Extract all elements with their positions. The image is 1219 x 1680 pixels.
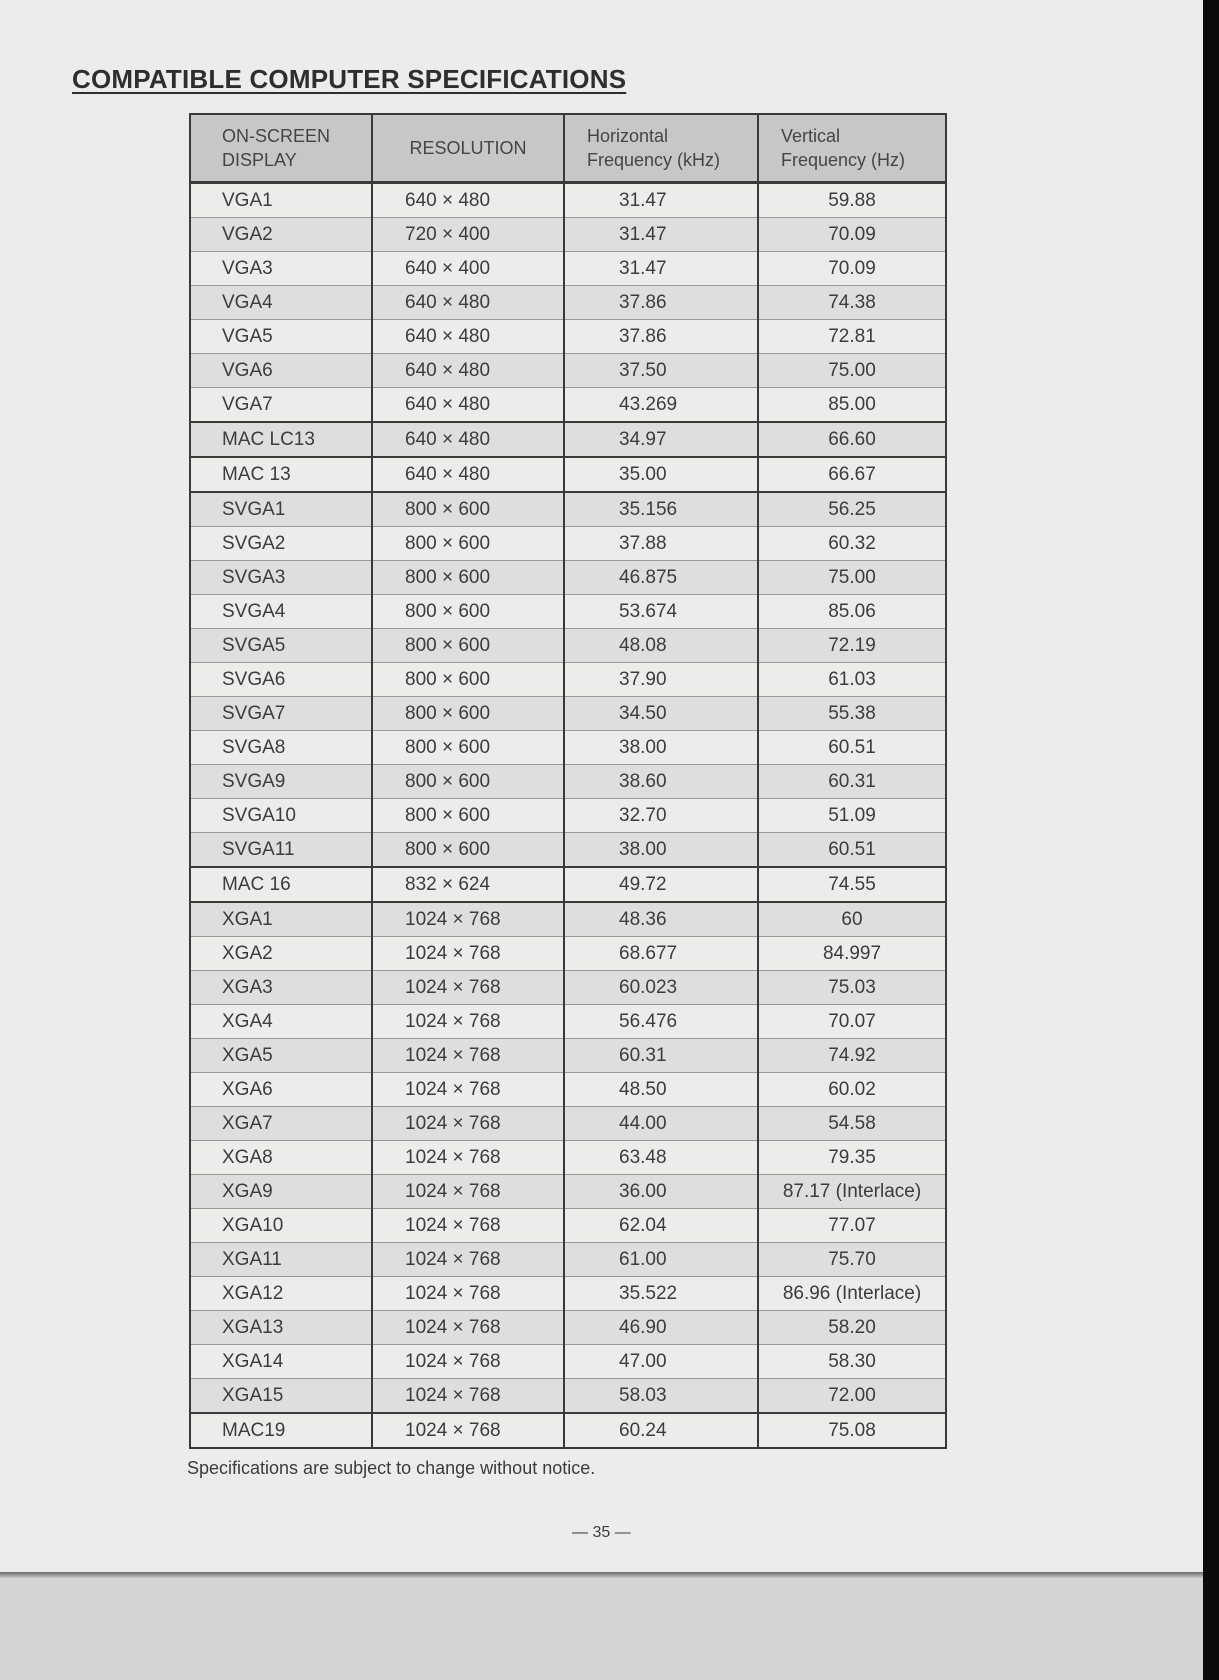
table-row [190,595,946,629]
table-row [190,1277,946,1311]
cell-display: SVGA8 [190,731,372,765]
header-horizontal-frequency [564,114,758,183]
cell-vertical-frequency: 60 [758,902,946,937]
cell-vertical-frequency: 75.70 [758,1243,946,1277]
cell-display: SVGA5 [190,629,372,663]
table-row [190,1141,946,1175]
cell-resolution: 1024 × 768 [372,902,564,937]
cell-display: XGA3 [190,971,372,1005]
cell-horizontal-frequency: 53.674 [564,595,758,629]
cell-horizontal-frequency: 68.677 [564,937,758,971]
cell-horizontal-frequency: 56.476 [564,1005,758,1039]
cell-resolution: 1024 × 768 [372,1243,564,1277]
cell-vertical-frequency: 58.30 [758,1345,946,1379]
cell-display: XGA14 [190,1345,372,1379]
cell-vertical-frequency: 61.03 [758,663,946,697]
cell-horizontal-frequency: 31.47 [564,183,758,218]
cell-vertical-frequency: 60.32 [758,527,946,561]
cell-resolution: 640 × 480 [372,457,564,492]
cell-resolution: 800 × 600 [372,492,564,527]
header-on-screen-display [190,114,372,183]
cell-resolution: 800 × 600 [372,765,564,799]
table-row [190,1107,946,1141]
header-resolution: RESOLUTION [372,114,564,183]
cell-display: XGA13 [190,1311,372,1345]
cell-vertical-frequency: 54.58 [758,1107,946,1141]
table-row [190,388,946,423]
cell-horizontal-frequency: 35.00 [564,457,758,492]
cell-vertical-frequency: 86.96 (Interlace) [758,1277,946,1311]
cell-resolution: 1024 × 768 [372,1039,564,1073]
specifications-table [189,113,947,1449]
table-row [190,286,946,320]
cell-horizontal-frequency: 60.023 [564,971,758,1005]
cell-vertical-frequency: 75.03 [758,971,946,1005]
cell-vertical-frequency: 74.92 [758,1039,946,1073]
cell-resolution: 640 × 480 [372,183,564,218]
cell-vertical-frequency: 77.07 [758,1209,946,1243]
cell-resolution: 1024 × 768 [372,1175,564,1209]
cell-horizontal-frequency: 62.04 [564,1209,758,1243]
cell-resolution: 720 × 400 [372,218,564,252]
cell-horizontal-frequency: 48.36 [564,902,758,937]
cell-display: XGA9 [190,1175,372,1209]
cell-display: XGA5 [190,1039,372,1073]
cell-vertical-frequency: 74.38 [758,286,946,320]
cell-vertical-frequency: 66.67 [758,457,946,492]
cell-resolution: 1024 × 768 [372,1311,564,1345]
cell-horizontal-frequency: 37.90 [564,663,758,697]
cell-resolution: 800 × 600 [372,595,564,629]
table-row [190,1413,946,1448]
cell-horizontal-frequency: 37.88 [564,527,758,561]
cell-resolution: 640 × 480 [372,388,564,423]
cell-display: XGA11 [190,1243,372,1277]
table-row [190,663,946,697]
cell-resolution: 640 × 480 [372,422,564,457]
cell-display: VGA7 [190,388,372,423]
page-number: — 35 — [572,1524,631,1541]
table-row [190,354,946,388]
table-row [190,937,946,971]
cell-display: VGA1 [190,183,372,218]
cell-horizontal-frequency: 46.875 [564,561,758,595]
cell-horizontal-frequency: 38.60 [564,765,758,799]
cell-display: MAC 16 [190,867,372,902]
cell-horizontal-frequency: 32.70 [564,799,758,833]
table-row [190,1345,946,1379]
cell-resolution: 1024 × 768 [372,937,564,971]
cell-resolution: 640 × 480 [372,320,564,354]
cell-horizontal-frequency: 60.24 [564,1413,758,1448]
cell-resolution: 800 × 600 [372,527,564,561]
cell-display: MAC LC13 [190,422,372,457]
cell-horizontal-frequency: 43.269 [564,388,758,423]
cell-display: XGA7 [190,1107,372,1141]
cell-vertical-frequency: 70.09 [758,252,946,286]
cell-display: XGA4 [190,1005,372,1039]
cell-resolution: 640 × 480 [372,286,564,320]
scan-edge [1203,0,1219,1680]
table-row [190,799,946,833]
cell-vertical-frequency: 66.60 [758,422,946,457]
cell-resolution: 1024 × 768 [372,1005,564,1039]
cell-horizontal-frequency: 38.00 [564,833,758,868]
cell-vertical-frequency: 70.09 [758,218,946,252]
cell-vertical-frequency: 79.35 [758,1141,946,1175]
table-row [190,1243,946,1277]
cell-vertical-frequency: 87.17 (Interlace) [758,1175,946,1209]
cell-vertical-frequency: 56.25 [758,492,946,527]
cell-vertical-frequency: 55.38 [758,697,946,731]
cell-horizontal-frequency: 61.00 [564,1243,758,1277]
table-row [190,902,946,937]
table-row [190,492,946,527]
cell-display: XGA6 [190,1073,372,1107]
cell-resolution: 832 × 624 [372,867,564,902]
table-row [190,833,946,868]
table-row [190,183,946,218]
cell-display: XGA15 [190,1379,372,1414]
cell-display: VGA2 [190,218,372,252]
table-row [190,457,946,492]
cell-horizontal-frequency: 37.50 [564,354,758,388]
cell-resolution: 800 × 600 [372,731,564,765]
cell-vertical-frequency: 60.02 [758,1073,946,1107]
cell-display: SVGA1 [190,492,372,527]
table-row [190,1073,946,1107]
cell-vertical-frequency: 60.51 [758,833,946,868]
table-row [190,561,946,595]
table-row [190,1209,946,1243]
cell-display: MAC 13 [190,457,372,492]
cell-vertical-frequency: 70.07 [758,1005,946,1039]
cell-vertical-frequency: 85.06 [758,595,946,629]
table-row [190,320,946,354]
cell-resolution: 1024 × 768 [372,1141,564,1175]
table-row [190,697,946,731]
cell-horizontal-frequency: 48.08 [564,629,758,663]
cell-display: SVGA7 [190,697,372,731]
table-row [190,527,946,561]
cell-display: SVGA3 [190,561,372,595]
cell-display: MAC19 [190,1413,372,1448]
cell-display: SVGA9 [190,765,372,799]
cell-display: SVGA6 [190,663,372,697]
header-line: Frequency (kHz) [587,150,721,170]
cell-horizontal-frequency: 46.90 [564,1311,758,1345]
cell-horizontal-frequency: 37.86 [564,286,758,320]
cell-horizontal-frequency: 34.50 [564,697,758,731]
cell-resolution: 800 × 600 [372,663,564,697]
cell-resolution: 1024 × 768 [372,1379,564,1414]
cell-horizontal-frequency: 35.156 [564,492,758,527]
disclaimer-note: Specifications are subject to change without notice. [187,1458,596,1478]
cell-horizontal-frequency: 37.86 [564,320,758,354]
cell-display: SVGA4 [190,595,372,629]
table-row [190,867,946,902]
cell-display: XGA1 [190,902,372,937]
cell-horizontal-frequency: 36.00 [564,1175,758,1209]
cell-horizontal-frequency: 38.00 [564,731,758,765]
cell-resolution: 1024 × 768 [372,971,564,1005]
table-row [190,252,946,286]
table-row [190,1005,946,1039]
cell-horizontal-frequency: 35.522 [564,1277,758,1311]
cell-resolution: 640 × 480 [372,354,564,388]
table-row [190,731,946,765]
table-row [190,1379,946,1414]
cell-resolution: 800 × 600 [372,629,564,663]
cell-vertical-frequency: 75.00 [758,354,946,388]
cell-resolution: 1024 × 768 [372,1209,564,1243]
cell-horizontal-frequency: 60.31 [564,1039,758,1073]
cell-vertical-frequency: 60.51 [758,731,946,765]
table-row [190,629,946,663]
cell-display: SVGA11 [190,833,372,868]
header-line: Horizontal [587,126,669,146]
table-row [190,1311,946,1345]
cell-resolution: 800 × 600 [372,561,564,595]
table-row [190,422,946,457]
header-vertical-frequency [758,114,946,183]
cell-resolution: 800 × 600 [372,697,564,731]
cell-display: SVGA2 [190,527,372,561]
cell-resolution: 800 × 600 [372,833,564,868]
cell-vertical-frequency: 72.81 [758,320,946,354]
cell-display: XGA12 [190,1277,372,1311]
cell-vertical-frequency: 84.997 [758,937,946,971]
cell-horizontal-frequency: 34.97 [564,422,758,457]
header-line: Vertical [781,126,841,146]
cell-vertical-frequency: 75.00 [758,561,946,595]
cell-vertical-frequency: 75.08 [758,1413,946,1448]
cell-vertical-frequency: 72.00 [758,1379,946,1414]
cell-resolution: 1024 × 768 [372,1413,564,1448]
table-header-row [190,114,946,183]
cell-horizontal-frequency: 48.50 [564,1073,758,1107]
header-line: ON-SCREEN [222,126,331,146]
table-row [190,1175,946,1209]
cell-display: XGA2 [190,937,372,971]
cell-resolution: 640 × 400 [372,252,564,286]
cell-resolution: 1024 × 768 [372,1345,564,1379]
cell-horizontal-frequency: 58.03 [564,1379,758,1414]
table-row [190,1039,946,1073]
cell-horizontal-frequency: 31.47 [564,218,758,252]
cell-resolution: 800 × 600 [372,799,564,833]
cell-display: XGA8 [190,1141,372,1175]
page-edge-shadow [0,1572,1203,1578]
cell-resolution: 1024 × 768 [372,1277,564,1311]
cell-vertical-frequency: 58.20 [758,1311,946,1345]
cell-resolution: 1024 × 768 [372,1107,564,1141]
cell-horizontal-frequency: 49.72 [564,867,758,902]
page-title: COMPATIBLE COMPUTER SPECIFICATIONS [72,64,627,94]
cell-display: VGA4 [190,286,372,320]
cell-display: SVGA10 [190,799,372,833]
cell-vertical-frequency: 72.19 [758,629,946,663]
cell-display: XGA10 [190,1209,372,1243]
cell-horizontal-frequency: 44.00 [564,1107,758,1141]
header-line: Frequency (Hz) [781,150,906,170]
cell-display: VGA5 [190,320,372,354]
cell-vertical-frequency: 51.09 [758,799,946,833]
cell-resolution: 1024 × 768 [372,1073,564,1107]
cell-vertical-frequency: 59.88 [758,183,946,218]
cell-vertical-frequency: 60.31 [758,765,946,799]
cell-display: VGA3 [190,252,372,286]
cell-horizontal-frequency: 63.48 [564,1141,758,1175]
table-row [190,218,946,252]
cell-horizontal-frequency: 31.47 [564,252,758,286]
table-row [190,971,946,1005]
cell-vertical-frequency: 85.00 [758,388,946,423]
table-body [190,183,946,1449]
cell-horizontal-frequency: 47.00 [564,1345,758,1379]
table-row [190,765,946,799]
cell-vertical-frequency: 74.55 [758,867,946,902]
header-line: DISPLAY [222,150,297,170]
cell-display: VGA6 [190,354,372,388]
